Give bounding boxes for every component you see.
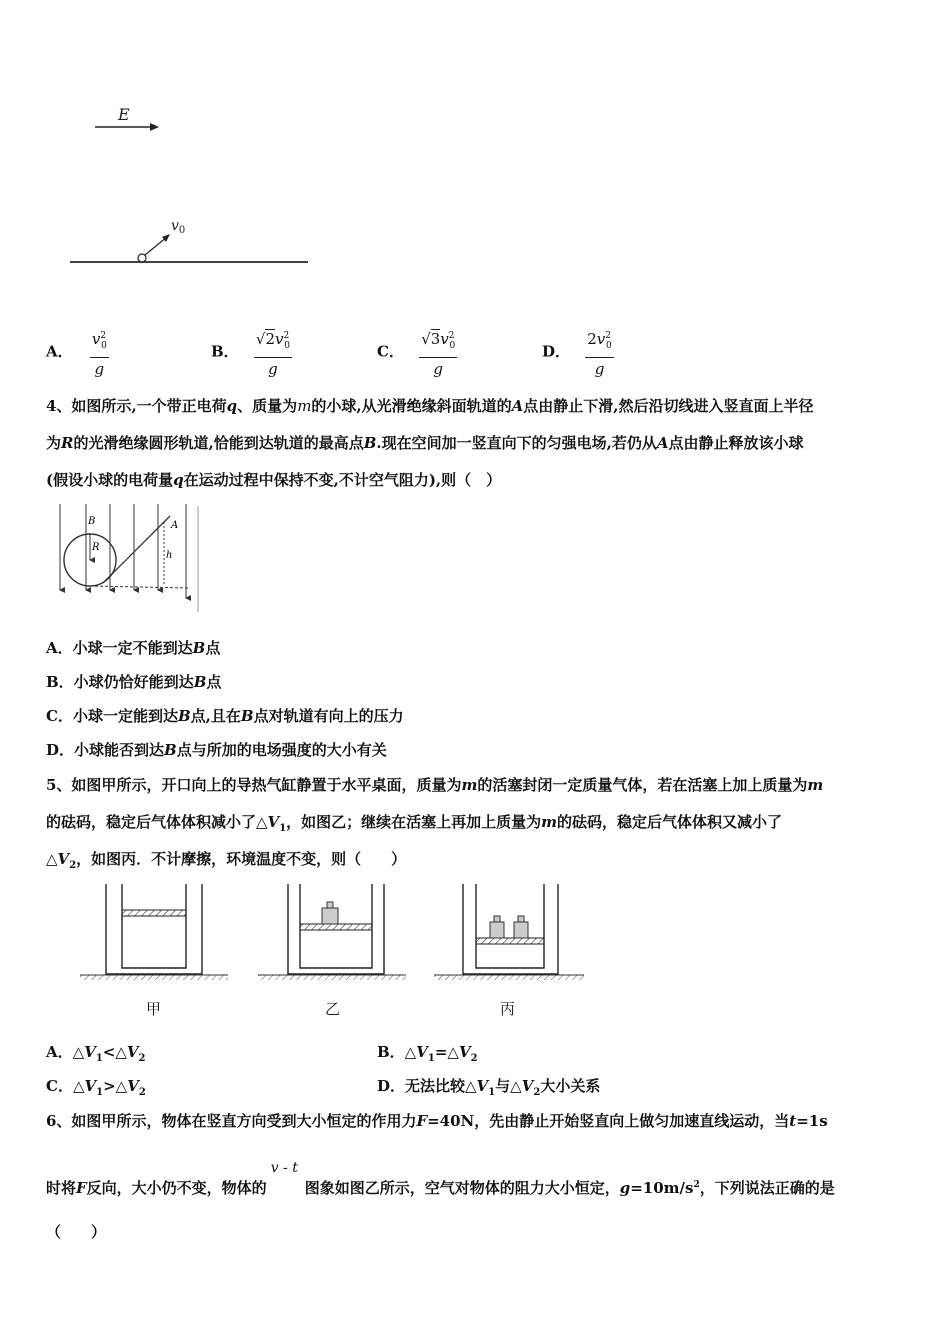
q3-option-d-fraction: $\frac{2v^2_0}{g}$ [585, 325, 614, 380]
velocity-label: v [171, 218, 179, 234]
q6-stem-line-3: （ ） [46, 1223, 107, 1241]
e-field-arrowhead [150, 123, 159, 131]
q5-option-c[interactable]: C．$\triangle V_1>\triangle V_2$ [46, 1077, 146, 1098]
velocity-sub: 0 [178, 225, 186, 236]
cylinder-jia [80, 884, 228, 980]
label-b: B [88, 516, 96, 527]
piston-bing [476, 938, 544, 944]
q5-option-b[interactable]: B．$\triangle V_1=\triangle V_2$ [377, 1043, 478, 1064]
q3-option-c-fraction: $\frac{√3v^2_0}{g}$ [419, 325, 457, 380]
q4-figure [48, 500, 208, 612]
q5-stem-line-3: $\triangle V_2$，如图丙．不计摩擦，环境温度不变，则（ ） [46, 850, 407, 871]
q4-option-b[interactable]: B．小球仍恰好能到达B点 [46, 673, 222, 691]
vt-symbol: v - t [270, 1160, 298, 1176]
q5-option-d[interactable]: D．无法比较$\triangle V_1$与$\triangle V_2$大小关系 [377, 1077, 601, 1098]
baseline-dashed [90, 586, 188, 588]
q5-stem-line-1: 5、如图甲所示，开口向上的导热气缸静置于水平桌面，质量为m的活塞封闭一定质量气体，若在活塞上加上质量为m [46, 776, 824, 794]
q3-option-b-letter: B． [211, 342, 239, 361]
q3-option-b[interactable] [211, 325, 292, 380]
cylinder-yi [258, 884, 406, 980]
q3-option-a-fraction: $\frac{v^2_0}{g}$ [90, 325, 109, 380]
weight-bing-1 [490, 916, 504, 938]
q3-option-c-letter: C． [377, 342, 404, 361]
q5-figures [78, 880, 598, 986]
q4-option-c[interactable]: C．小球一定能到达B点,且在B点对轨道有向上的压力 [46, 707, 404, 725]
q5-stem-line-2: 的砝码，稳定后气体体积减小了$\triangle V_1$，如图乙；继续在活塞上再加上质量为m的砝码，稳定后气体体积又减小了 [46, 813, 783, 834]
ball [138, 254, 146, 262]
cylinder-bing [434, 884, 584, 980]
caption-jia: 甲 [146, 1000, 162, 1018]
q3-option-c[interactable] [377, 325, 457, 380]
caption-bing: 丙 [500, 1000, 516, 1018]
svg-text:v0 [171, 218, 185, 236]
q3-option-b-fraction: $\frac{√2v^2_0}{g}$ [254, 325, 292, 380]
q4-option-a[interactable]: A．小球一定不能到达B点 [46, 639, 221, 657]
q3-figure [60, 95, 320, 275]
q5-option-a[interactable]: A．$\triangle V_1<\triangle V_2$ [46, 1043, 146, 1064]
weight-yi [322, 902, 338, 924]
q6-stem-line-2: 时将F反向，大小仍不变，物体的 v - t 图象如图乙所示，空气对物体的阻力大小恒定，$g=10m/s^2$，下列说法正确的是 [46, 1160, 835, 1197]
q4-option-d[interactable]: D．小球能否到达B点与所加的电场强度的大小有关 [46, 741, 387, 759]
q6-stem-line-1: 6、如图甲所示，物体在竖直方向受到大小恒定的作用力F=40N，先由静止开始竖直向上做匀加速直线运动，当t=1s [46, 1112, 828, 1130]
q3-option-a[interactable] [46, 325, 109, 380]
velocity-arrow [145, 237, 167, 255]
q4-stem-line-1: 4、如图所示,一个带正电荷q、质量为m的小球,从光滑绝缘斜面轨道的A点由静止下滑,然后沿切线进入竖直面上半径 [46, 397, 814, 415]
caption-yi: 乙 [325, 1000, 341, 1018]
q3-option-a-letter: A． [46, 342, 73, 361]
weight-bing-2 [514, 916, 528, 938]
label-r: R [92, 542, 100, 553]
label-a: A [171, 520, 179, 531]
piston-yi [300, 924, 372, 930]
q4-stem-line-3: (假设小球的电荷量q在运动过程中保持不变,不计空气阻力),则（ ） [46, 471, 502, 489]
label-h: h [166, 550, 173, 561]
e-field-label: E [118, 105, 130, 124]
piston-jia [122, 910, 186, 916]
q3-option-d[interactable] [542, 325, 614, 380]
q3-option-d-letter: D． [542, 342, 571, 361]
q4-stem-line-2: 为R的光滑绝缘圆形轨道,恰能到达轨道的最高点B.现在空间加一竖直向下的匀强电场,若仍从A点由静止释放该小球 [46, 434, 804, 452]
